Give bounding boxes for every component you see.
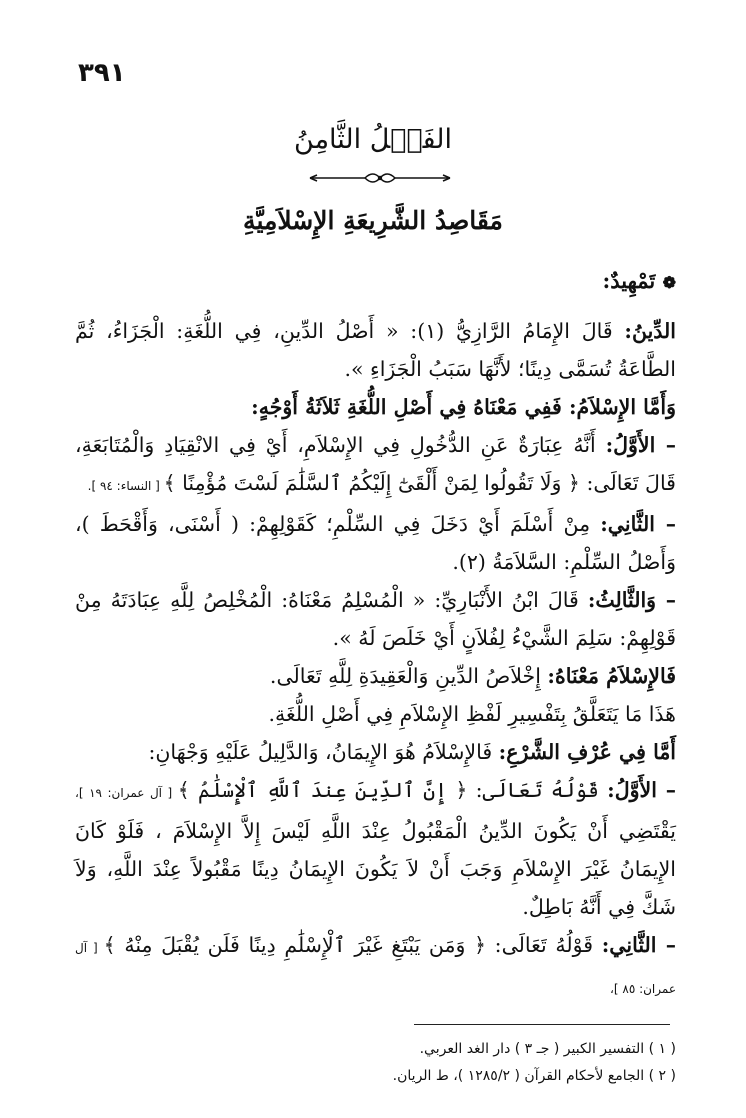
- paragraph-text: أَنَّهُ عِبَارَةٌ عَنِ الدُّخُولِ فِي الإِسْلاَمِ، أَيْ فِي الانْقِيَادِ وَالْمُتَابَعَةِ، قَالَ تَعَالَى: ﴿ وَلَا تَقُولُوا لِمَنْ أَلْقَىٰٓ إِلَيْكُمُ ٱلسَّلَٰمَ لَسْتَ مُؤْمِنًا ﴾: [75, 433, 676, 495]
- paragraph: [75, 426, 676, 505]
- paragraph-text: إِخْلاَصُ الدِّينِ وَالْعَقِيدَةِ لِلَّهِ تَعَالَى.: [269, 664, 548, 688]
- paragraph: [75, 771, 676, 926]
- paragraph: [75, 312, 676, 388]
- paragraph-lead: – وَالثَّالِثُ:: [587, 588, 676, 612]
- paragraph-lead: أَمَّا فِي عُرْفِ الشَّرْعِ:: [498, 740, 676, 764]
- paragraph: [75, 581, 676, 657]
- paragraph-tail: يَقْتَضِي أَنْ يَكُونَ الدِّينُ الْمَقْبُولُ عِنْدَ اللَّهِ لَيْسَ إِلاَّ الإِسْلاَمَ ، فَلَوْ كَانَ الإِيمَانُ غَيْرَ الإِسْلاَمِ وَجَبَ أَنْ لاَ يَكُونَ الإِيمَانُ دِينًا مَقْبُولاً عِنْدَ اللَّهِ، وَلاَ شَكَّ فِي أَنَّهُ بَاطِلٌ.: [75, 819, 676, 919]
- intro-heading: [75, 262, 676, 302]
- footnotes: [75, 1036, 676, 1090]
- chapter-heading: الفَصۡلُ الثَّامِنُ: [294, 124, 452, 155]
- page-number: ٣٩١: [78, 58, 126, 88]
- paragraph: [75, 733, 676, 771]
- paragraph-text: قَوْلُهُ تَعَالَى: ﴿ وَمَن يَبْتَغِ غَيْرَ ٱلْإِسْلَٰمِ دِينًا فَلَن يُقْبَلَ مِنْهُ ﴾: [103, 933, 602, 957]
- paragraph-text: قَوْلُهُ تَعَالَى: ﴿ إِنَّ ٱلدِّينَ عِندَ ٱللَّهِ ٱلْإِسْلَٰمُ ﴾: [177, 778, 608, 802]
- paragraph-lead: – الثَّانِي:: [601, 933, 676, 957]
- paragraph-lead: وَأَمَّا الإِسْلاَمُ: فَفِي مَعْنَاهُ فِي أَصْلِ اللُّغَةِ ثَلاَثَةُ أَوْجُهٍ:: [251, 395, 676, 419]
- paragraph-lead: – الأَوَّلُ:: [605, 433, 677, 457]
- intro-label: تَمْهِيدٌ:: [602, 268, 656, 293]
- paragraph: [75, 926, 676, 1008]
- paragraph: [75, 388, 676, 426]
- verse-reference: [ النساء: ٩٤ ].: [87, 479, 164, 493]
- paragraph: [75, 505, 676, 581]
- footnote: ( ١ ) التفسير الكبير ( جـ ٣ ) دار الغد العربي.: [419, 1041, 676, 1057]
- section-title: مَقَاصِدُ الشَّرِيعَةِ الإِسْلاَمِيَّةِ: [243, 206, 503, 235]
- paragraph-lead: – الأَوَّلُ:: [607, 778, 676, 802]
- verse-reference: [ آل عمران: ١٩ ]،: [75, 786, 178, 800]
- paragraph-text: مِنْ أَسْلَمَ أَيْ دَخَلَ فِي السِّلْمِ؛ كَقَوْلِهِمْ: ( أَسْنَى، وَأَقْحَطَ )، وَأَصْلُ السِّلْمِ: السَّلاَمَةُ (٢).: [75, 512, 676, 574]
- paragraph-text: هَذَا مَا يَتَعَلَّقُ بِتَفْسِيرِ لَفْظِ الإِسْلاَمِ فِي أَصْلِ اللُّغَةِ.: [268, 702, 676, 726]
- rosette-icon: ❁: [662, 273, 676, 292]
- paragraph: [75, 695, 676, 733]
- paragraph-lead: – الثَّانِي:: [600, 512, 677, 536]
- paragraph-lead: الدِّينُ:: [624, 319, 677, 343]
- footnote: ( ٢ ) الجامع لأحكام القرآن ( ١٢٨٥/٢ )، ط الريان.: [392, 1068, 676, 1084]
- paragraph-text: قَالَ الإِمَامُ الرَّازِيُّ (١): « أَصْلُ الدِّينِ، فِي اللُّغَةِ: الْجَزَاءُ، ثُمَّ الطَّاعَةُ تُسَمَّى دِينًا؛ لأَنَّهَا سَبَبُ الْجَزَاءِ ».: [75, 319, 676, 381]
- paragraph: [75, 657, 676, 695]
- divider-ornament: [305, 168, 455, 188]
- paragraph-lead: فَالإِسْلاَمُ مَعْنَاهُ:: [547, 664, 676, 688]
- paragraph-text: قَالَ ابْنُ الأَنْبَارِيِّ: « الْمُسْلِمُ مَعْنَاهُ: الْمُخْلِصُ لِلَّهِ عِبَادَتَهُ مِنْ قَوْلِهِمْ: سَلِمَ الشَّيْءُ لِفُلاَنٍ أَيْ خَلَصَ لَهُ ».: [75, 588, 676, 650]
- footnote-separator: [414, 1024, 670, 1025]
- verse-reference: [ آل عمران: ٨٥ ]،: [75, 941, 676, 996]
- paragraph-text: فَالإِسْلاَمُ هُوَ الإِيمَانُ، وَالدَّلِيلُ عَلَيْهِ وَجْهَانِ:: [148, 740, 499, 764]
- body-text: [75, 262, 676, 1008]
